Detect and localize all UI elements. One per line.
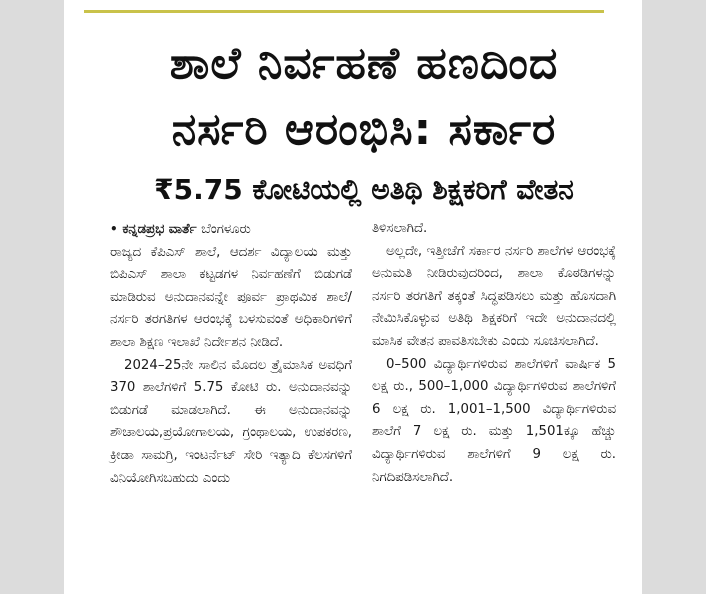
article-paragraph: ರಾಜ್ಯದ ಕೆಪಿಎಸ್ ಶಾಲೆ, ಆದರ್ಶ ವಿದ್ಯಾಲಯ ಮತ್ತು ಬಿಪಿಎಸ್ ಶಾಲಾ ಕಟ್ಟಡಗಳ ನಿರ್ವಹಣೆಗೆ ಬಿಡುಗಡೆ ಮಾಡಿರುವ ಅನುದಾನವನ್ನೇ ಪೂರ್ವ ಪ್ರಾಥಮಿಕ ಶಾಲೆ/ನರ್ಸರಿ ತರಗತಿಗಳ ಆರಂಭಕ್ಕೆ ಬಳಸುವಂತೆ ಅಧಿಕಾರಿಗಳಿಗೆ ಶಾಲಾ ಶಿಕ್ಷಣ ಇಲಾಖೆ ನಿರ್ದೇಶನ ನೀಡಿದೆ. [110,244,352,350]
article-paragraph: 2024–25ನೇ ಸಾಲಿನ ಮೊದಲ ತ್ರೈಮಾಸಿಕ ಅವಧಿಗೆ 370 ಶಾಲೆಗಳಿಗೆ 5.75 ಕೋಟಿ ರು. ಅನುದಾನವನ್ನು ಬಿಡುಗಡೆ ಮಾಡಲಾಗಿದೆ. ಈ ಅನುದಾನವನ್ನು ಶೌಚಾಲಯ,ಪ್ರಯೋಗಾಲಯ, ಗ್ರಂಥಾಲಯ, ಉಪಕರಣ, ಕ್ರೀಡಾ ಸಾಮಗ್ರಿ, ಇಂಟರ್ನೆಟ್ ಸೇರಿ ಇತ್ಯಾದಿ ಕೆಲಸಗಳಿಗೆ ವಿನಿಯೋಗಿಸಬಹುದು ಎಂದು [110,357,352,486]
headline-line-2: ನರ್ಸರಿ ಆರಂಭಿಸಿ: ಸರ್ಕಾರ [171,104,557,155]
article-paragraph: ಅಲ್ಲದೇ, ಇತ್ತೀಚೆಗೆ ಸರ್ಕಾರ ನರ್ಸರಿ ಶಾಲೆಗಳ ಆರಂಭಕ್ಕೆ ಅನುಮತಿ ನೀಡಿರುವುದರಿಂದ, ಶಾಲಾ ಕೊಠಡಿಗಳನ್ನು ನರ್ಸರಿ ತರಗತಿಗೆ ತಕ್ಕಂತೆ ಸಿದ್ಧಪಡಿಸಲು ಮತ್ತು ಹೊಸದಾಗಿ ನೇಮಿಸಿಕೊಳ್ಳುವ ಅತಿಥಿ ಶಿಕ್ಷಕರಿಗೆ ಇದೇ ಅನುದಾನದಲ್ಲಿ ಮಾಸಿಕ ವೇತನ ಪಾವತಿಸಬೇಕು ಎಂದು ಸೂಚಿಸಲಾಗಿದೆ. [372,243,616,349]
byline [110,218,352,242]
subheadline: ₹5.75 ಕೋಟಿಯಲ್ಲಿ ಅತಿಥಿ ಶಿಕ್ಷಕರಿಗೆ ವೇತನ [154,173,574,206]
byline-city: ಬೆಂಗಳೂರು [201,222,251,237]
article-column-right [372,218,616,489]
headline-line-1: ಶಾಲೆ ನಿರ್ವಹಣೆ ಹಣದಿಂದ [169,38,559,89]
article-column-left [110,218,352,490]
byline-source: ಕನ್ನಡಪ್ರಭ ವಾರ್ತೆ [122,222,197,237]
top-rule [84,10,604,13]
article-paragraph: 0–500 ವಿದ್ಯಾರ್ಥಿಗಳಿರುವ ಶಾಲೆಗಳಿಗೆ ವಾರ್ಷಿಕ 5 ಲಕ್ಷ ರು., 500–1,000 ವಿದ್ಯಾರ್ಥಿಗಳಿರುವ ಶಾಲೆಗಳಿಗೆ 6 ಲಕ್ಷ ರು. 1,001–1,500 ವಿದ್ಯಾರ್ಥಿಗಳಿರುವ ಶಾಲೆಗೆ 7 ಲಕ್ಷ ರು. ಮತ್ತು 1,501ಕ್ಕೂ ಹೆಚ್ಚು ವಿದ್ಯಾರ್ಥಿಗಳಿರುವ ಶಾಲೆಗಳಿಗೆ 9 ಲಕ್ಷ ರು. ನಿಗದಿಪಡಿಸಲಾಗಿದೆ. [372,356,616,485]
article-paragraph: ತಿಳಿಸಲಾಗಿದೆ. [372,221,428,236]
byline-bullet: • [110,222,118,236]
newspaper-clipping [64,0,642,594]
